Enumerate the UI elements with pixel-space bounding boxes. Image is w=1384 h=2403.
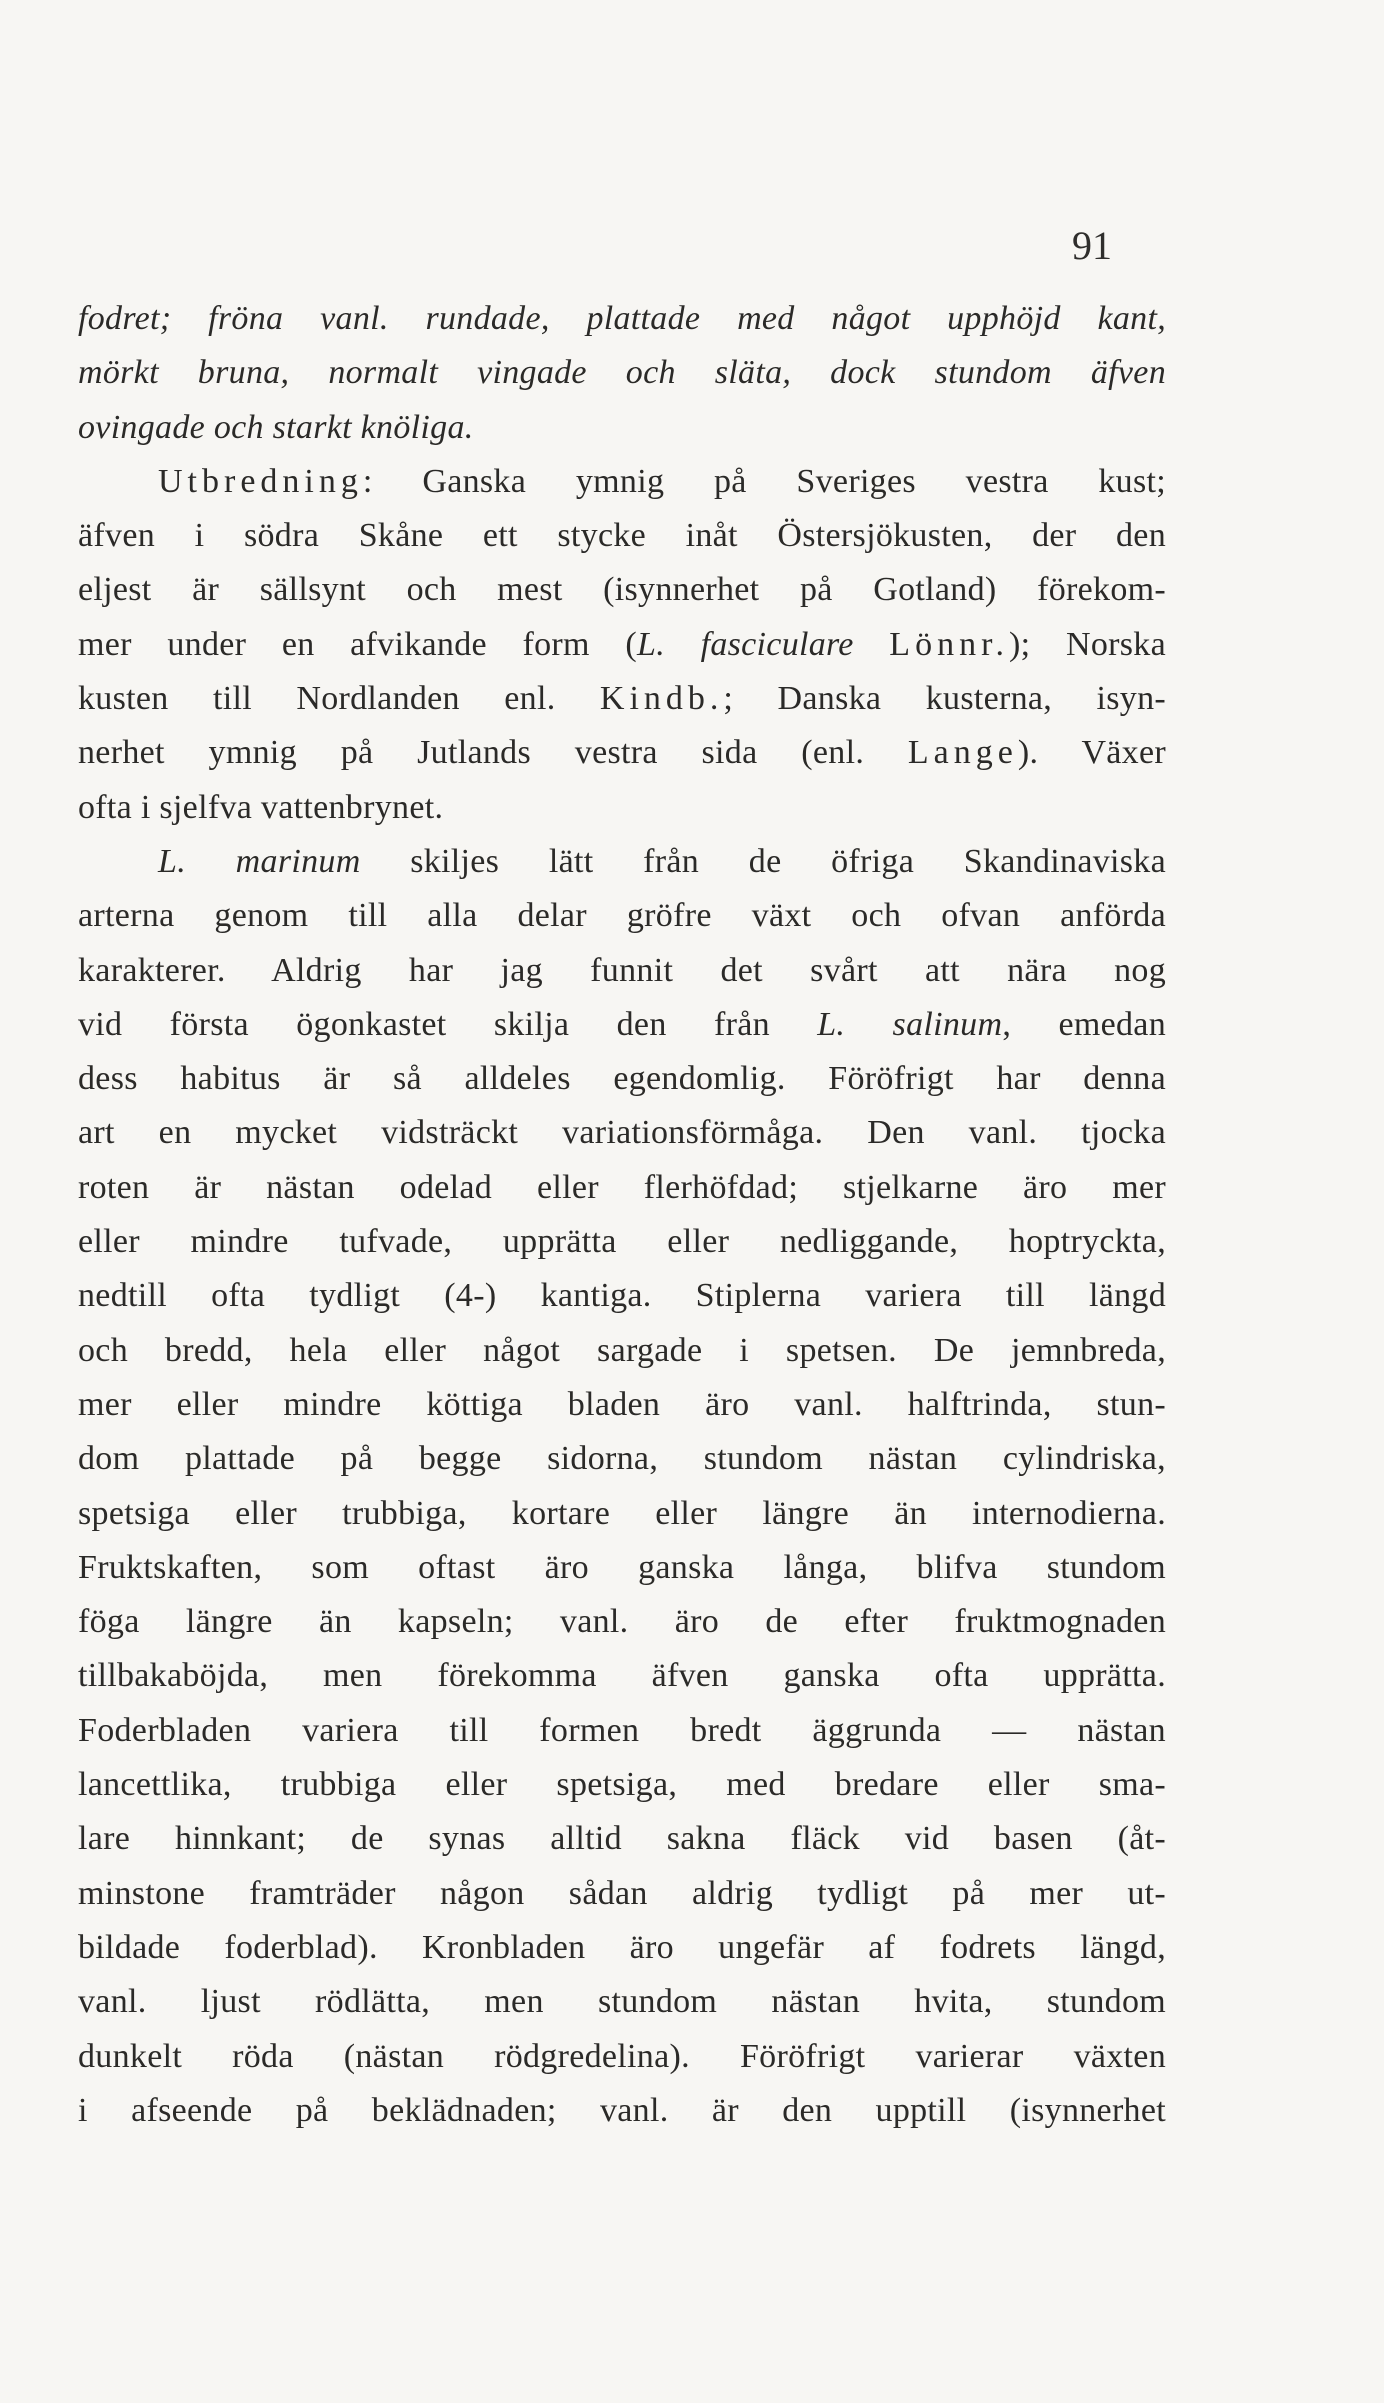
taxon-name: L. marinum [158,842,361,880]
section-heading-utbredning: Utbredning [158,462,363,500]
author-name: Kindb. [599,680,724,718]
text-line: spetsiga eller trubbiga, kortare eller längre än internodierna. [78,1494,1166,1532]
text-line: dess habitus är så alldeles egendomlig. Föröfrigt har denna [78,1060,1166,1098]
paragraph-start-line: Utbredning: Ganska ymnig på Sveriges vestra kust; [158,462,1166,500]
text-line: karakterer. Aldrig har jag funnit det svårt att nära nog [78,951,1166,989]
author-name: Lönnr. [889,625,1010,663]
text-line: i afseende på beklädnaden; vanl. är den upptill (isynnerhet [78,2091,1166,2129]
text-line: eller mindre tufvade, upprätta eller nedliggande, hoptryckta, [78,1223,1166,1261]
text-line: dunkelt röda (nästan rödgredelina). Föröfrigt varierar växten [78,2037,1166,2075]
text-line: mer eller mindre köttiga bladen äro vanl. halftrinda, stun- [78,1385,1166,1423]
taxon-name: L. salinum [817,1005,1003,1043]
text-line: och bredd, hela eller något sargade i spetsen. De jemnbreda, [78,1331,1166,1369]
author-name: Lange [907,734,1018,772]
text-line: art en mycket vidsträckt variationsförmåga. Den vanl. tjocka [78,1114,1166,1152]
text-line: föga längre än kapseln; vanl. äro de efter fruktmognaden [78,1603,1166,1641]
text-line: nedtill ofta tydligt (4-) kantiga. Stiplerna variera till längd [78,1277,1166,1315]
text-line: arterna genom till alla delar gröfre växt och ofvan anförda [78,897,1166,935]
text-line: mer under en afvikande form (L. fasciculare Lönnr.); Norska [78,625,1166,663]
text-line: fodret; fröna vanl. rundade, plattade med något upphöjd kant, [78,300,1166,337]
text-line: lare hinnkant; de synas alltid sakna fläck vid basen (åt- [78,1820,1166,1858]
text-line: roten är nästan odelad eller flerhöfdad; stjelkarne äro mer [78,1168,1166,1206]
text-line: ofta i sjelfva vattenbrynet. [78,788,444,826]
text-line: Foderbladen variera till formen bredt äggrunda — nästan [78,1711,1166,1749]
text-line: nerhet ymnig på Jutlands vestra sida (enl. Lange). Växer [78,734,1166,772]
body-text [78,292,1166,2138]
text-line: lancettlika, trubbiga eller spetsiga, med bredare eller sma- [78,1766,1166,1804]
text-line: eljest är sällsynt och mest (isynnerhet på Gotland) förekom- [78,571,1166,609]
text-line: kusten till Nordlanden enl. Kindb.; Danska kusterna, isyn- [78,680,1167,718]
text-line: vid första ögonkastet skilja den från L. salinum, emedan [78,1005,1166,1043]
text-line: minstone framträder någon sådan aldrig tydligt på mer ut- [78,1874,1166,1912]
paragraph-start-line: L. marinum skiljes lätt från de öfriga Skandinaviska [158,842,1166,880]
text-line: tillbakaböjda, men förekomma äfven ganska ofta upprätta. [78,1657,1166,1695]
text-line: bildade foderblad). Kronbladen äro ungefär af fodrets längd, [78,1928,1166,1966]
text-line: ovingade och starkt knöliga. [78,408,474,446]
text-line: vanl. ljust rödlätta, men stundom nästan hvita, stundom [78,1983,1166,2021]
text-line: mörkt bruna, normalt vingade och släta, dock stundom äfven [78,354,1166,392]
page-number: 91 [1072,223,1112,268]
taxon-name: L. fasciculare [636,625,854,663]
text-line: äfven i södra Skåne ett stycke inåt Östersjökusten, der den [78,517,1166,555]
text-line: Fruktskaften, som oftast äro ganska långa, blifva stundom [78,1548,1166,1586]
text-line: dom plattade på begge sidorna, stundom nästan cylindriska, [78,1440,1166,1478]
